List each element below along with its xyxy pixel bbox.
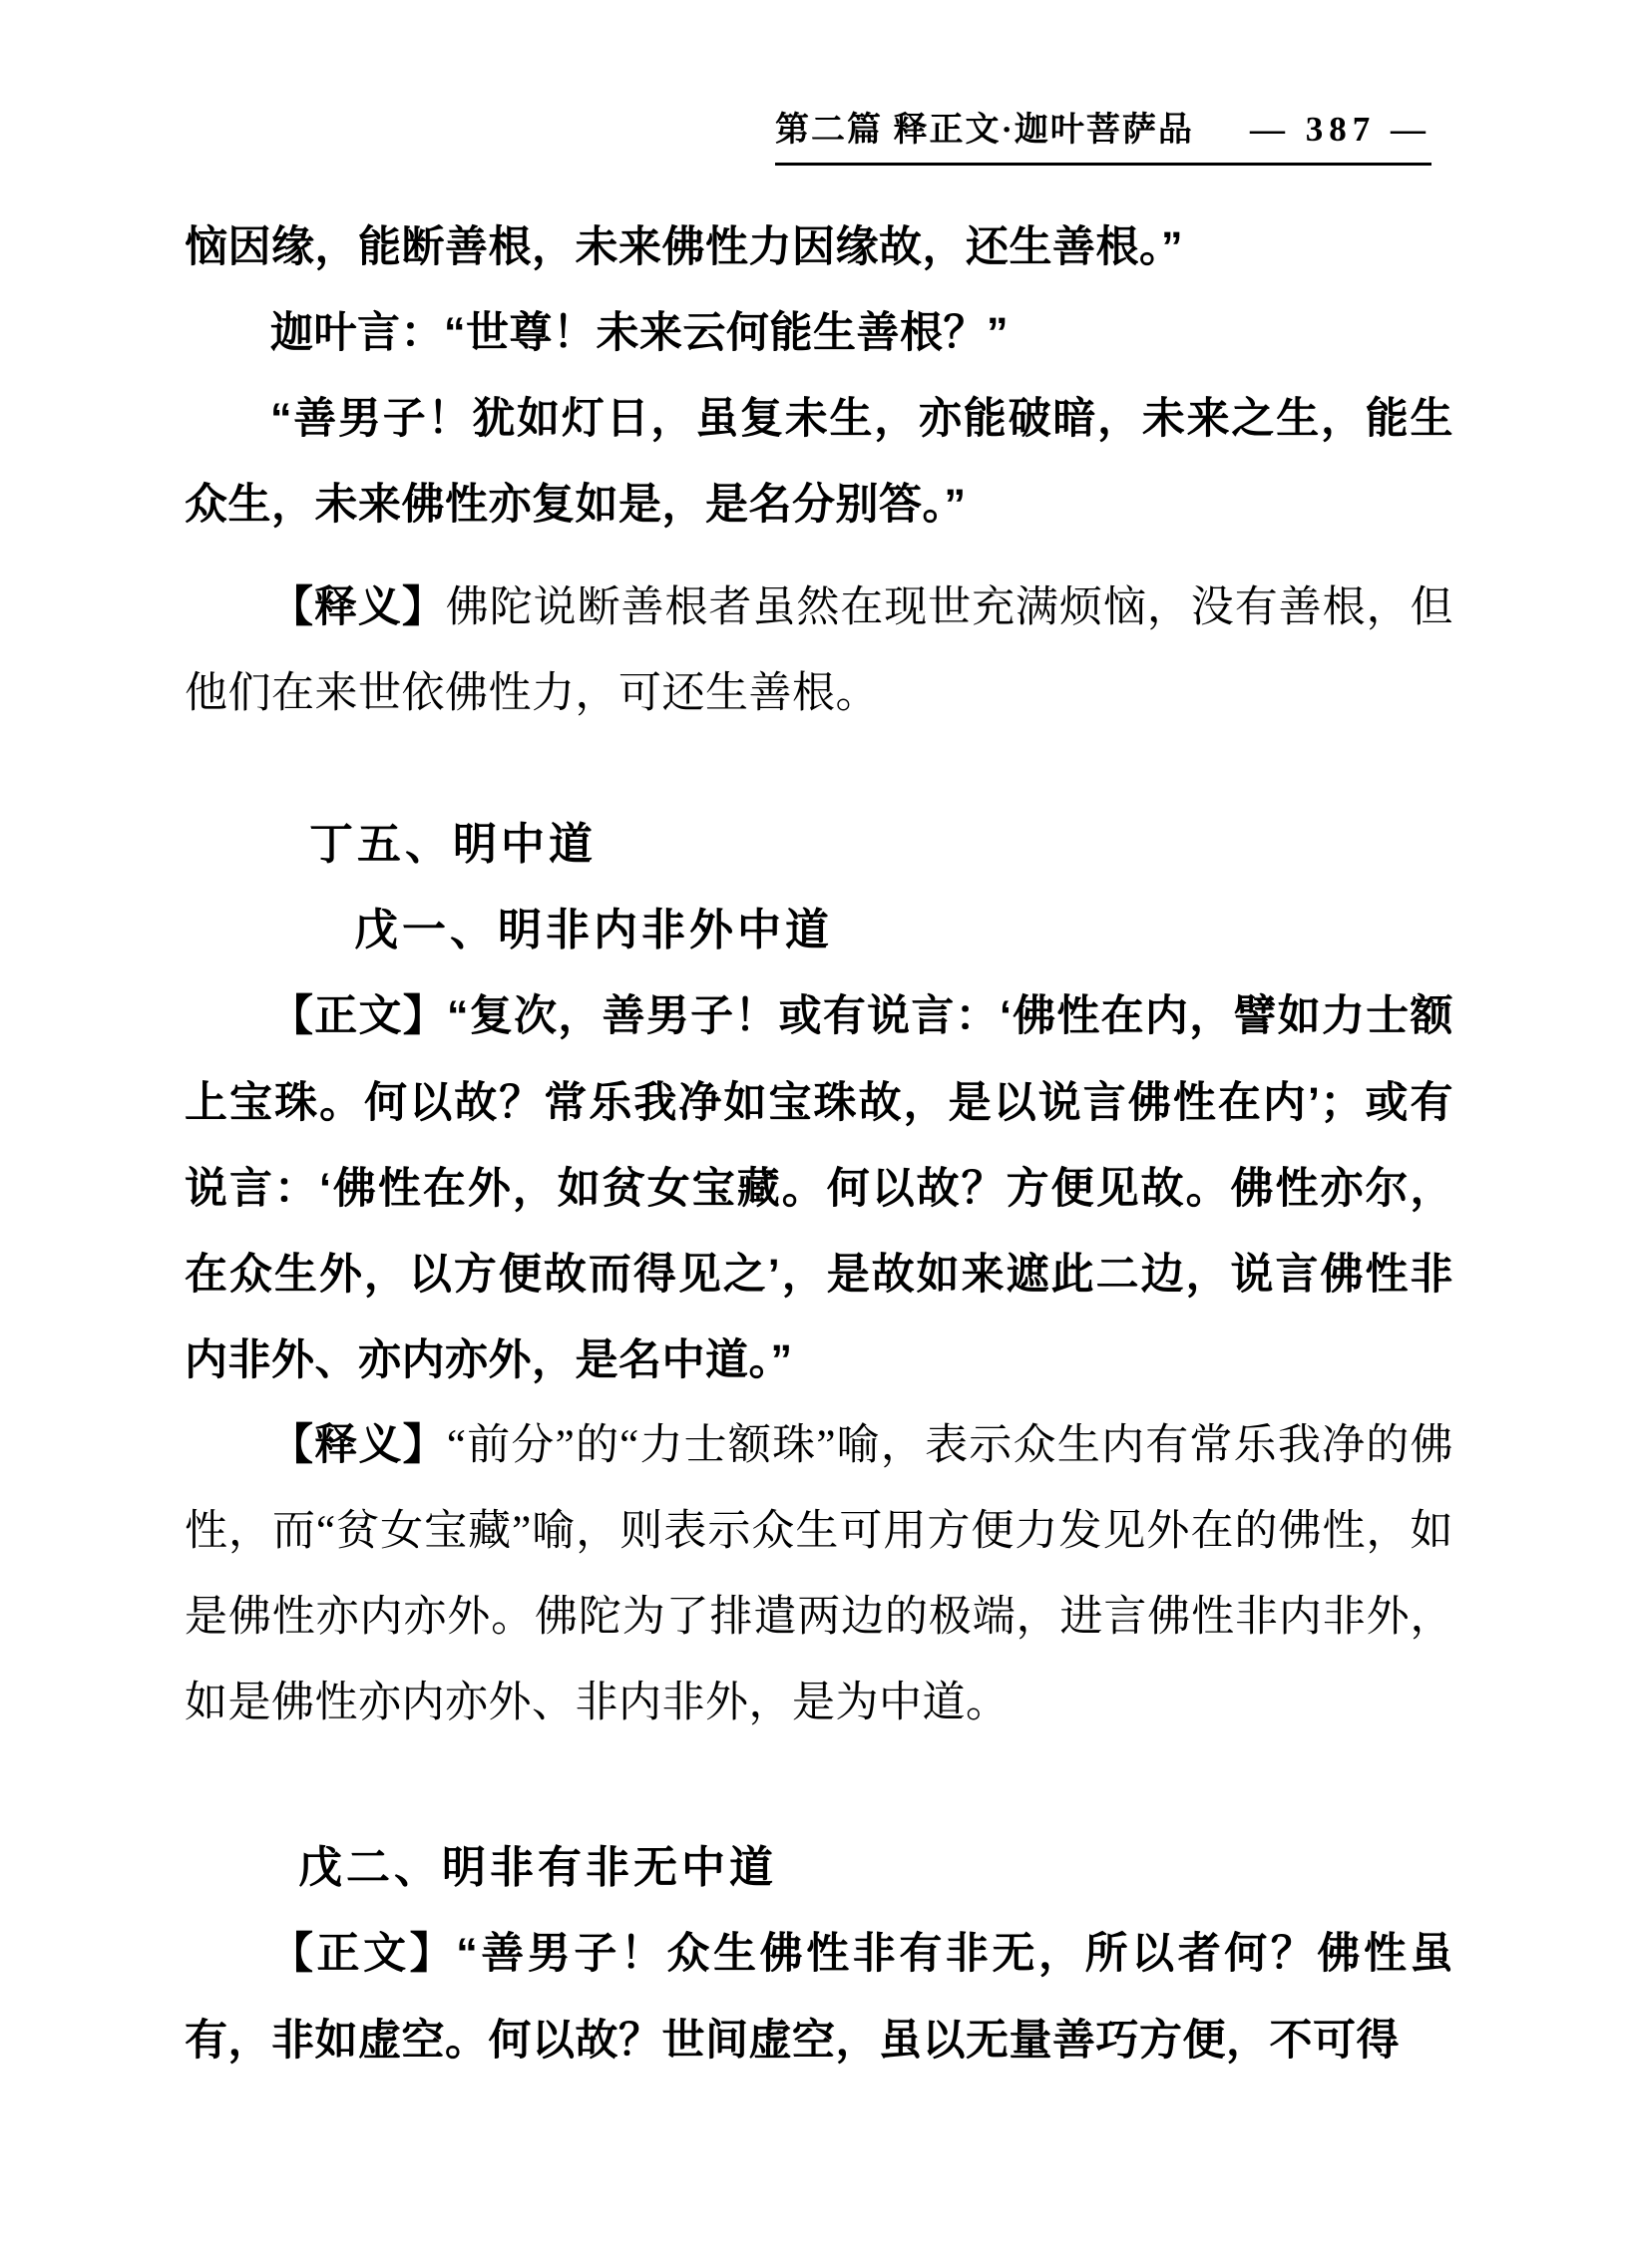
paragraph-buddha-answer: “善男子！犹如灯日，虽复未生，亦能破暗，未来之生，能生众生，未来佛性亦复如是，是名分别答。” [185, 395, 1453, 529]
paragraph-explanation-2 [185, 1403, 1453, 1746]
paragraph-kasyapa-question: 迦叶言：“世尊！未来云何能生善根？” [270, 309, 1009, 357]
shiyi-text-1: 佛陀说断善根者虽然在现世充满烦恼，没有善根，但他们在来世依佛性力，可还生善根。 [185, 584, 1454, 717]
heading-wu-1: 戊一、明非内非外中道 [354, 906, 833, 954]
zhengwen-label-2: 【正文】 [270, 1931, 457, 1978]
running-head [775, 102, 1431, 166]
paragraph-zhengwen-2 [185, 1911, 1453, 2083]
page-body [185, 204, 1453, 2083]
page-number: — 387 — [1250, 110, 1431, 149]
zhengwen-text-2: “善男子！众生佛性非有非无，所以者何？佛性虽有，非如虚空。何以故？世间虚空，虽以无量善巧方便，不可得 [185, 1930, 1454, 2065]
shiyi-text-2: “前分”的“力士额珠”喻，表示众生内有常乐我净的佛性，而“贫女宝藏”喻，则表示众生可用方便力发见外在的佛性，如是佛性亦内亦外。佛陀为了排遣两边的极端，进言佛性非内非外，如是佛性亦内亦外、非内非外，是为中道。 [185, 1422, 1454, 1726]
heading-ding-5: 丁五、明中道 [309, 820, 597, 869]
running-head-title: 第二篇 释正文·迦叶菩萨品 [775, 112, 1194, 149]
paragraph-zhengwen-1 [185, 973, 1453, 1403]
paragraph-sutra-continuation: 恼因缘，能断善根，未来佛性力因缘故，还生善根。” [185, 223, 1183, 271]
heading-wu-2: 戊二、明非有非无中道 [298, 1843, 777, 1892]
zhengwen-label-1: 【正文】 [270, 993, 448, 1040]
shiyi-label-2: 【释义】 [270, 1422, 447, 1469]
zhengwen-text-1: “复次，善男子！或有说言：‘佛性在内，譬如力士额上宝珠。何以故？常乐我净如宝珠故，是以说言佛性在内’；或有说言：‘佛性在外，如贫女宝藏。何以故？方便见故。佛性亦尔，在众生外，以方便故而得见之’，是故如来遮此二边，说言佛性非内非外、亦内亦外，是名中道。” [185, 992, 1453, 1384]
shiyi-label-1: 【释义】 [270, 584, 446, 631]
paragraph-explanation-1 [185, 566, 1453, 737]
